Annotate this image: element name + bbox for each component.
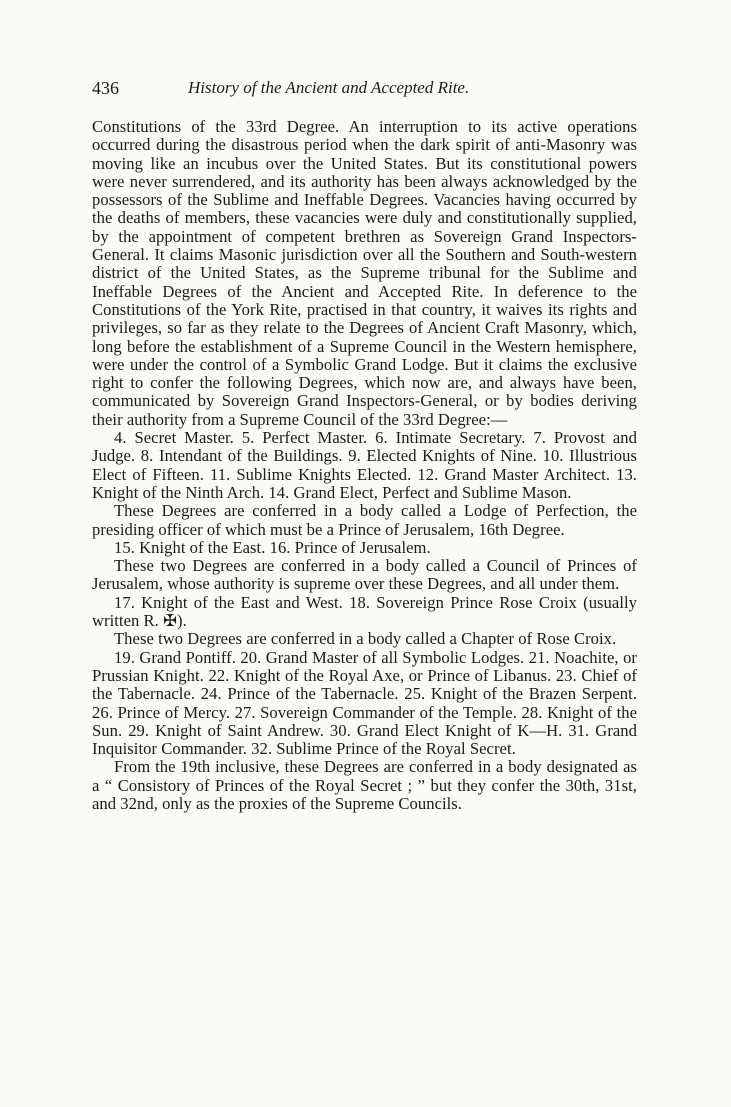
- running-title: History of the Ancient and Accepted Rite.: [188, 78, 470, 97]
- body-text: [92, 118, 637, 813]
- paragraph: These two Degrees are conferred in a body called a Chapter of Rose Croix.: [114, 629, 617, 649]
- paragraph: From the 19th inclusive, these Degrees are conferred in a body designated as a “ Consistory of Princes of the Royal Secret ; ” but they confer the 30th, 31st, and 32nd, only as the proxies of the Supreme Councils.: [92, 757, 637, 813]
- paragraph: 17. Knight of the East and West. 18. Sovereign Prince Rose Croix (usually written R. ✠).: [92, 592, 637, 631]
- running-header: [92, 78, 637, 102]
- page-number: 436: [92, 78, 119, 98]
- paragraph: 4. Secret Master. 5. Perfect Master. 6. Intimate Secretary. 7. Provost and Judge. 8. Intendant of the Buildings. 9. Elected Knights of Nine. 10. Illustrious Elect of Fifteen. 11. Sublime Knights Elected. 12. Grand Master Architect. 13. Knight of the Ninth Arch. 14. Grand Elect, Perfect and Sublime Mason.: [92, 428, 637, 502]
- paragraph: These Degrees are conferred in a body called a Lodge of Perfection, the presiding officer of which must be a Prince of Jerusalem, 16th Degree.: [92, 501, 637, 539]
- paragraph: These two Degrees are conferred in a body called a Council of Princes of Jerusalem, whose authority is supreme over these Degrees, and all under them.: [92, 556, 637, 594]
- paragraph: 19. Grand Pontiff. 20. Grand Master of all Symbolic Lodges. 21. Noachite, or Prussian Knight. 22. Knight of the Royal Axe, or Prince of Libanus. 23. Chief of the Tabernacle. 24. Prince of the Tabernacle. 25. Knight of the Brazen Serpent. 26. Prince of Mercy. 27. Sovereign Commander of the Temple. 28. Knight of the Sun. 29. Knight of Saint Andrew. 30. Grand Elect Knight of K—H. 31. Grand Inquisitor Commander. 32. Sublime Prince of the Royal Secret.: [92, 647, 637, 759]
- paragraph: 15. Knight of the East. 16. Prince of Jerusalem.: [114, 537, 431, 557]
- paragraph: Constitutions of the 33rd Degree. An interruption to its active operations occurred during the disastrous period when the dark spirit of anti-Masonry was moving like an incubus over the United States. But its constitutional powers were never surrendered, and its authority has been always acknowledged by the possessors of the Sublime and Ineffable Degrees. Vacancies having occurred by the deaths of members, these vacancies were duly and constitutionally supplied, by the appointment of competent brethren as Sovereign Grand Inspectors-General. It claims Masonic jurisdiction over all the Southern and South-western district of the United States, as the Supreme tribunal for the Sublime and Ineffable Degrees of the Ancient and Accepted Rite. In deference to the Constitutions of the York Rite, practised in that country, it waives its rights and privileges, so far as they relate to the Degrees of Ancient Craft Masonry, which, long before the establishment of a Supreme Council in the Western hemisphere, were under the control of a Symbolic Grand Lodge. But it claims the exclusive right to confer the following Degrees, which now are, and always have been, communicated by Sovereign Grand Inspectors-General, or by bodies deriving their authority from a Supreme Council of the 33rd Degree:—: [92, 117, 637, 429]
